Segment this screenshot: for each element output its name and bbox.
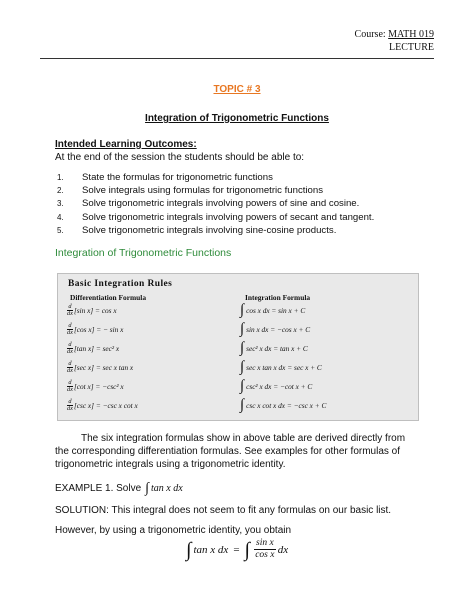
outcomes-intro: At the end of the session the students should be able to: xyxy=(55,152,305,163)
solution-text: SOLUTION: This integral does not seem to fit any formulas on our basic list. xyxy=(55,505,392,516)
page-title: Integration of Trigonometric Functions xyxy=(145,113,329,124)
example-line xyxy=(55,481,183,496)
table-row: ∫ sec² x dx = tan x + C xyxy=(240,340,308,356)
section-heading: Integration of Trigonometric Functions xyxy=(55,247,232,259)
list-item: 1. State the formulas for trigonometric functions xyxy=(57,172,273,183)
outcomes-heading: Intended Learning Outcomes: xyxy=(55,139,197,150)
integration-formulas xyxy=(240,301,416,415)
course-info xyxy=(318,28,434,54)
table-row: ∫ sin x dx = −cos x + C xyxy=(240,321,311,337)
table-row: ∫ csc x cot x dx = −csc x + C xyxy=(240,397,327,413)
table-row: d dx [cos x] = − sin x xyxy=(67,321,124,336)
topic-label: TOPIC # 3 xyxy=(213,84,261,95)
integral-sign-icon: ∫ xyxy=(240,397,245,413)
identity-text: However, by using a trigonometric identity, you obtain xyxy=(55,525,292,536)
column-header-differentiation: Differentiation Formula xyxy=(70,293,147,302)
table-row: d dx [cot x] = −csc² x xyxy=(67,378,124,393)
integral-sign-icon: ∫ xyxy=(240,302,245,318)
integral-sign-icon: ∫ xyxy=(240,321,245,337)
table-row: d dx [csc x] = −csc x cot x xyxy=(67,397,138,412)
table-title: Basic Integration Rules xyxy=(68,279,173,289)
integral-sign-icon: ∫ xyxy=(186,538,192,561)
integral-sign-icon: ∫ xyxy=(145,481,149,496)
table-row: d dx [tan x] = sec² x xyxy=(67,340,120,355)
course-line xyxy=(318,28,434,41)
course-label: Course: xyxy=(354,29,389,40)
explanation-paragraph: The six integration formulas show in above table are derived directly from the corresponding differentiation formulas. See examples for other formulas of trigonometric integrals using a trigonometric identity. xyxy=(55,433,406,470)
integration-rules-table xyxy=(57,273,419,421)
list-item: 2. Solve integrals using formulas for trigonometric functions xyxy=(57,185,324,197)
example-label: EXAMPLE 1. Solve xyxy=(55,483,142,494)
table-row: d dx [sec x] = sec x tan x xyxy=(67,359,134,374)
table-row: ∫ csc² x dx = −cot x + C xyxy=(240,378,313,394)
list-item: 5. Solve trigonometric integrals involving sine-cosine products. xyxy=(57,224,337,236)
integral-sign-icon: ∫ xyxy=(240,340,245,356)
list-item: 4. Solve trigonometric integrals involving powers of secant and tangent. xyxy=(57,211,375,223)
header-divider xyxy=(40,58,434,59)
equation-tail: dx xyxy=(277,543,289,556)
integral-sign-icon: ∫ xyxy=(240,378,245,394)
integral-sign-icon: ∫ xyxy=(244,538,251,561)
differentiation-formulas xyxy=(67,301,237,415)
column-header-integration: Integration Formula xyxy=(245,293,311,302)
equals-sign: = xyxy=(233,543,240,556)
equation-lhs: tan x dx xyxy=(193,543,229,556)
list-item: 3. Solve trigonometric integrals involving powers of sine and cosine. xyxy=(57,198,360,210)
table-row: ∫ cos x dx = sin x + C xyxy=(240,302,306,318)
session-type: LECTURE xyxy=(389,42,434,53)
table-row: d dx [sin x] = cos x xyxy=(67,302,117,317)
outcomes-list xyxy=(57,171,437,237)
course-code: MATH 019 xyxy=(388,29,434,40)
integral-sign-icon: ∫ xyxy=(240,359,245,375)
table-row: ∫ sec x tan x dx = sec x + C xyxy=(240,359,322,375)
identity-equation xyxy=(186,538,288,561)
fraction: $\frac{\text{sin x}}{\text{cos x}}$ xyxy=(255,538,275,560)
example-integral: ∫ tan x dx xyxy=(145,481,183,496)
